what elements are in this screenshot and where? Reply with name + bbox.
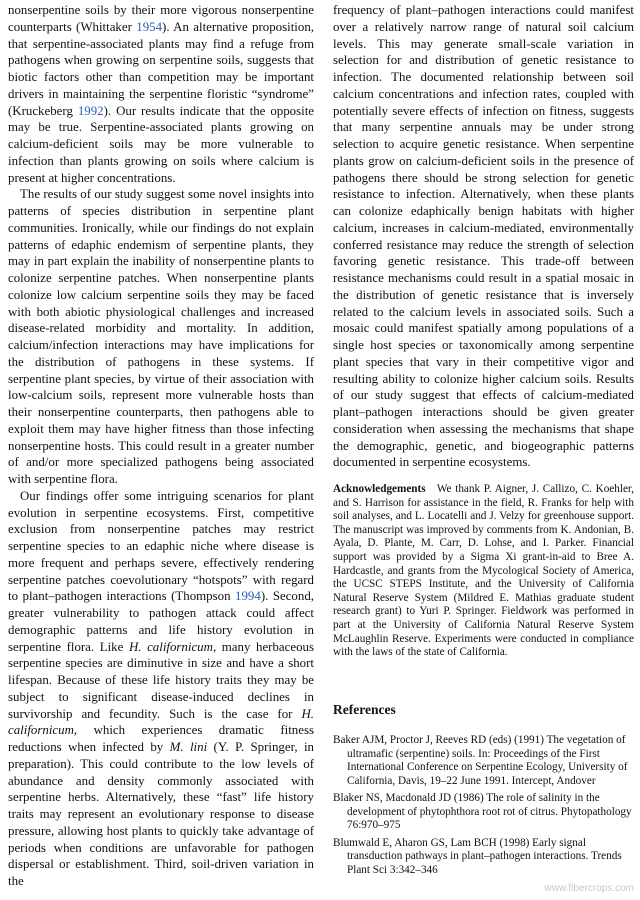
paragraph-text: ). Second, greater vulnerability to pathogen attack could affect demographic patterns and life history evolution in serpentine flora. Like	[8, 589, 314, 654]
acknowledgements-heading: Acknowledgements	[333, 483, 426, 495]
paragraph-evolution-scenarios	[8, 488, 314, 890]
acknowledgements-text: We thank P. Aigner, J. Callizo, C. Koehler, and S. Harrison for assistance in the field, R. Franks for help with soil analyses, and L. Locatelli and J. Velzy for greenhouse support. The manuscript was improved by comments from K. Andonian, B. Ayala, D. Plante, M. Carr, D. Lohse, and I. Parker. Financial support was provided by a Sigma Xi grant-in-aid to Bree A. Hardcastle, and grants from the Mycological Society of America, the UCSC STEPS Institute, and the University of California Natural Reserve System (Mildred E. Mathias graduate student research grant) to Yuri P. Springer. Fieldwork was performed in part at the University of California Natural Reserve System McLaughlin Reserve. Experiments were conducted in compliance with the laws of the state of California.	[333, 483, 634, 659]
paragraph-novel-insights: The results of our study suggest some novel insights into patterns of species distribution in serpentine plant communities. Ironically, while our findings do not explain patterns of edaphic endemism of serpentine plants, they may in part explain the inability of nonserpentine plants to colonize serpentine patches. When nonserpentine plants colonize low calcium serpentine soils they may be faced with both abiotic physiological challenges and increased disease-related morbidity and mortality. In addition, calcium/infection interactions may have implications for the distribution of pathogens in these systems. If serpentine plant species, by virtue of their association with low-calcium soils, represent more vulnerable hosts than their nonserpentine counterparts, then pathogens able to exploit them may have higher fitness than those infecting nonserpentine hosts. This could result in a greater number of and/or more specialized pathogens being associated with serpentine flora.	[8, 187, 314, 486]
paragraph-text: , which experiences dramatic fitness reductions when infected by	[8, 723, 314, 754]
reference-item: Blumwald E, Aharon GS, Lam BCH (1998) Early signal transduction pathways in plant–pathogen interactions. Trends Plant Sci 3:342–346	[333, 836, 622, 876]
paragraph-text: ). Our results indicate that the opposite may be true. Serpentine-associated plants growing on calcium-deficient soils may be more vulnerable to infection than plants growing on soils where calcium is present at higher concentrations.	[8, 103, 314, 185]
citation-link-whittaker[interactable]: 1954	[136, 19, 163, 34]
citation-link-thompson[interactable]: 1994	[235, 589, 261, 604]
paragraph-nonserpentine-counterparts	[8, 2, 314, 186]
species-name: H. californicum	[8, 706, 314, 738]
right-column	[333, 2, 634, 881]
left-column	[8, 2, 314, 890]
species-name: M. lini	[169, 740, 208, 754]
acknowledgements	[333, 483, 634, 660]
reference-item: Baker AJM, Proctor J, Reeves RD (eds) (1991) The vegetation of ultramafic (serpentine) soils. In: Proceedings of the First International Conference on Serpentine Ecology, University of California, Davis, 19–22 June 1991. Intercept, Andover	[333, 734, 628, 787]
paragraph-text: , many herbaceous serpentine species are diminutive in size and have a short lifespan. Because of these life history traits they may be subject to significant disease-induced declines in survivorship and fecundity. Such is the case for	[8, 639, 314, 721]
citation-link-kruckeberg[interactable]: 1992	[77, 103, 104, 118]
species-name: H. californicum	[128, 639, 213, 654]
paragraph-text: ). An alternative proposition, that serpentine-associated plants may find a refuge from pathogens when growing on serpentine soils, suggests that biotic factors other than competition may be important drivers in maintaining the serpentine floristic “syndrome” (Kruckeberg	[8, 19, 314, 118]
paragraph-text: (Y. P. Springer, in preparation). This could contribute to the low levels of abundance and density commonly associated with serpentine herbs. Alternatively, these “fast” life history traits may represent an evolutionary response to disease pressure, allowing host plants to quickly take advantage of periods when conditions are unfavorable for pathogen dispersal or establishment. Third, soil-driven variation in the	[8, 740, 314, 888]
reference-item: Blaker NS, Macdonald JD (1986) The role of salinity in the development of phytophthora root rot of citrus. Phytopathology 76:970–975	[333, 792, 632, 832]
references-heading: References	[333, 701, 396, 717]
paragraph-plant-pathogen-frequency: frequency of plant–pathogen interactions could manifest over a relatively narrow range of natural soil calcium levels. This may generate small-scale variation in selection for and distribution of genetic resistance to infection. The documented relationship between soil calcium concentrations and infection rates, coupled with potentially severe effects of infection on fitness, suggests that many serpentine annuals may be under strong selection to acquire genetic resistance. When serpentine plants grow on calcium-deficient soils in the presence of pathogens there should be strong selection for genetic resistance to infection. Alternatively, when these plants can colonize edaphically benign habitats with higher calcium, increases in calcium-mediated, environmentally conferred resistance may reduce the strength of selection favoring genetic resistance. This trade-off between resistance mechanisms could result in a spatial mosaic in the distribution of genetic resistance that is inversely related to the calcium levels in associated soils. Such a mosaic could manifest spatially among populations of a single host species or taxonomically among serpentine plant species that vary in their competitive vigor and resulting ability to colonize higher calcium soils. Results of our study suggest that effects of calcium-mediated plant–pathogen interactions should be given greater consideration when assessing the mechanisms that shape the demographic, genetic, and biogeographic patterns documented in serpentine ecosystems.	[333, 3, 634, 470]
paragraph-text: nonserpentine soils by their more vigorous nonserpentine counterparts (Whittaker	[8, 3, 314, 34]
watermark: www.fibercrops.com	[544, 883, 634, 894]
paragraph-text: Our findings offer some intriguing scenarios for plant evolution in serpentine ecosystems. First, competitive exclusion from nonserpentine patches may restrict serpentine species to an edaphic niche where disease is more frequent and perhaps severe, effectively rendering serpentine patches coevolutionary “hotspots” with regard to plant–pathogen interactions (Thompson	[8, 488, 314, 604]
